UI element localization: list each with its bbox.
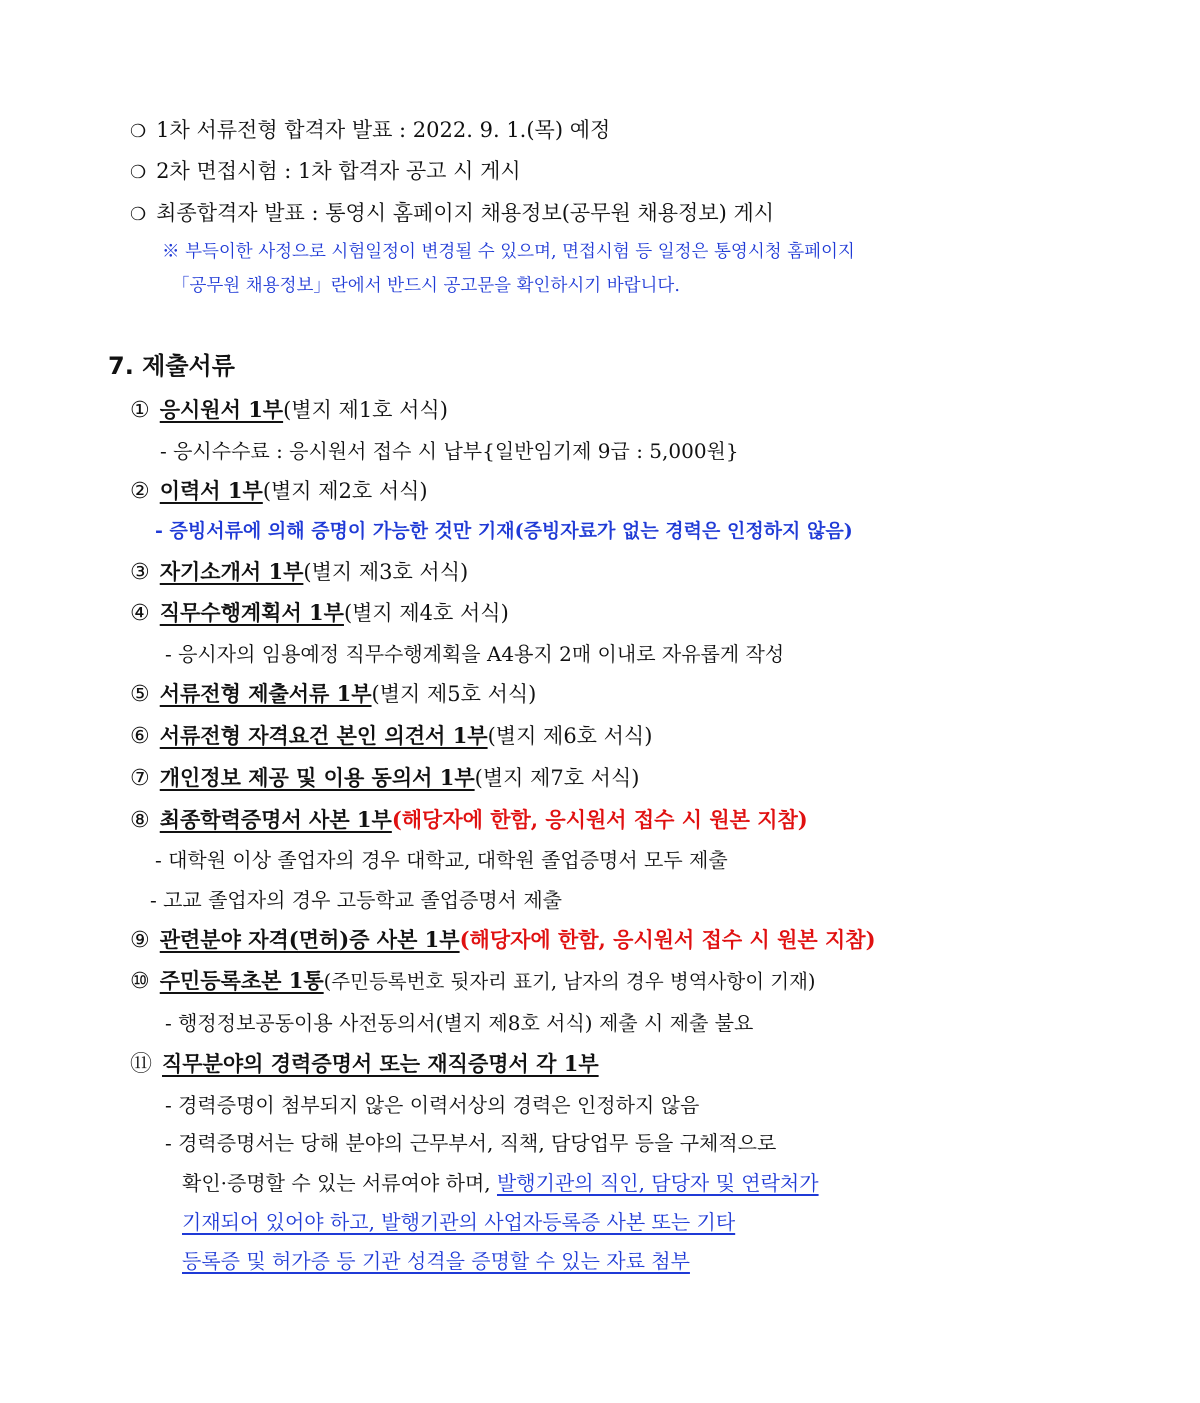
item-number: ⑨ bbox=[130, 928, 150, 953]
document-item-7 bbox=[130, 764, 639, 793]
document-title: 주민등록초본 1통 bbox=[159, 968, 324, 993]
item-number: ⑤ bbox=[130, 682, 150, 707]
subnote-grad-university: - 대학원 이상 졸업자의 경우 대학교, 대학원 졸업증명서 모두 제출 bbox=[155, 848, 728, 872]
schedule-item-interview bbox=[130, 157, 521, 187]
document-item-6 bbox=[130, 722, 652, 751]
subnote-career-2b bbox=[182, 1169, 819, 1197]
item-number: ⑥ bbox=[130, 724, 150, 749]
circle-bullet-icon: ❍ bbox=[130, 204, 147, 225]
document-form: (별지 제5호 서식) bbox=[371, 682, 537, 706]
document-item-4 bbox=[130, 599, 509, 628]
document-title: 관련분야 자격(면허)증 사본 1부 bbox=[159, 927, 460, 952]
subnote-grad-highschool: - 고교 졸업자의 경우 고등학교 졸업증명서 제출 bbox=[150, 888, 562, 912]
document-form: (별지 제1호 서식) bbox=[283, 398, 448, 422]
schedule-text: 최종합격자 발표 : 통영시 홈페이지 채용정보(공무원 채용정보) 게시 bbox=[156, 201, 775, 225]
item-number: ③ bbox=[130, 560, 150, 585]
document-title: 최종학력증명서 사본 1부 bbox=[159, 807, 392, 832]
subnote-career-2a: - 경력증명서는 당해 분야의 근무부서, 직책, 담당업무 등을 구체적으로 bbox=[165, 1131, 777, 1155]
document-item-1 bbox=[130, 396, 448, 425]
document-title: 응시원서 1부 bbox=[159, 397, 284, 422]
item-number: ⑦ bbox=[130, 766, 150, 791]
item-number: ④ bbox=[130, 601, 150, 626]
schedule-note-line-1: ※ 부득이한 사정으로 시험일정이 변경될 수 있으며, 면접시험 등 일정은 통영시청 홈페이지 bbox=[162, 242, 855, 262]
subnote-plan: - 응시자의 임용예정 직무수행계획을 A4용지 2매 이내로 자유롭게 작성 bbox=[165, 642, 785, 666]
schedule-item-final-announcement bbox=[130, 199, 774, 229]
document-form: (주민등록번호 뒷자리 표기, 남자의 경우 병역사항이 기재) bbox=[323, 970, 816, 993]
document-form: (별지 제3호 서식) bbox=[303, 560, 469, 584]
document-condition: (해당자에 한함, 응시원서 접수 시 원본 지참) bbox=[459, 927, 876, 952]
document-title: 이력서 1부 bbox=[159, 478, 263, 503]
document-title: 자기소개서 1부 bbox=[159, 559, 304, 584]
item-number: ⑧ bbox=[130, 808, 150, 833]
document-item-9 bbox=[130, 926, 876, 955]
document-title: 서류전형 자격요건 본인 의견서 1부 bbox=[159, 723, 488, 748]
subnote-fee: - 응시수수료 : 응시원서 접수 시 납부{일반임기제 9급 : 5,000원} bbox=[160, 439, 739, 463]
document-form: (별지 제7호 서식) bbox=[474, 766, 640, 790]
document-title: 서류전형 제출서류 1부 bbox=[159, 681, 372, 706]
document-form: (별지 제6호 서식) bbox=[487, 724, 653, 748]
document-title: 직무분야의 경력증명서 또는 재직증명서 각 1부 bbox=[162, 1051, 599, 1076]
item-number: ⑩ bbox=[130, 969, 150, 994]
item-number: ① bbox=[130, 398, 150, 423]
section-heading: 7. 제출서류 bbox=[108, 352, 235, 380]
schedule-text: 1차 서류전형 합격자 발표 : 2022. 9. 1.(목) 예정 bbox=[156, 118, 611, 142]
subnote-career-1: - 경력증명이 첨부되지 않은 이력서상의 경력은 인정하지 않음 bbox=[165, 1093, 700, 1117]
item-number: ② bbox=[130, 479, 150, 504]
item-number: ⑪ bbox=[130, 1052, 153, 1077]
document-item-11 bbox=[130, 1050, 599, 1079]
document-title: 개인정보 제공 및 이용 동의서 1부 bbox=[159, 765, 475, 790]
document-item-3 bbox=[130, 558, 468, 587]
schedule-item-first-announcement bbox=[130, 116, 610, 146]
document-form: (별지 제2호 서식) bbox=[262, 479, 428, 503]
document-item-5 bbox=[130, 680, 536, 709]
document-item-10 bbox=[130, 967, 816, 996]
circle-bullet-icon: ❍ bbox=[130, 162, 147, 183]
document-item-2 bbox=[130, 477, 428, 506]
subnote-career-2d: 등록증 및 허가증 등 기관 성격을 증명할 수 있는 자료 첨부 bbox=[182, 1249, 690, 1273]
schedule-text: 2차 면접시험 : 1차 합격자 공고 시 게시 bbox=[156, 159, 521, 183]
subnote-career-2c: 기재되어 있어야 하고, 발행기관의 사업자등록증 사본 또는 기타 bbox=[182, 1210, 736, 1234]
circle-bullet-icon: ❍ bbox=[130, 121, 147, 142]
subnote-resident: - 행정정보공동이용 사전동의서(별지 제8호 서식) 제출 시 제출 불요 bbox=[165, 1011, 754, 1035]
subnote-resume: - 증빙서류에 의해 증명이 가능한 것만 기재(증빙자료가 없는 경력은 인정하지 않음) bbox=[155, 520, 853, 542]
career-highlight: 발행기관의 직인, 담당자 및 연락처가 bbox=[496, 1171, 819, 1195]
schedule-note-line-2: 「공무원 채용정보」란에서 반드시 공고문을 확인하시기 바랍니다. bbox=[172, 276, 680, 296]
document-title: 직무수행계획서 1부 bbox=[159, 600, 344, 625]
career-text: 확인·증명할 수 있는 서류여야 하며, bbox=[182, 1171, 497, 1195]
document-condition: (해당자에 한함, 응시원서 접수 시 원본 지참) bbox=[391, 807, 808, 832]
document-item-8 bbox=[130, 806, 808, 835]
document-form: (별지 제4호 서식) bbox=[343, 601, 509, 625]
